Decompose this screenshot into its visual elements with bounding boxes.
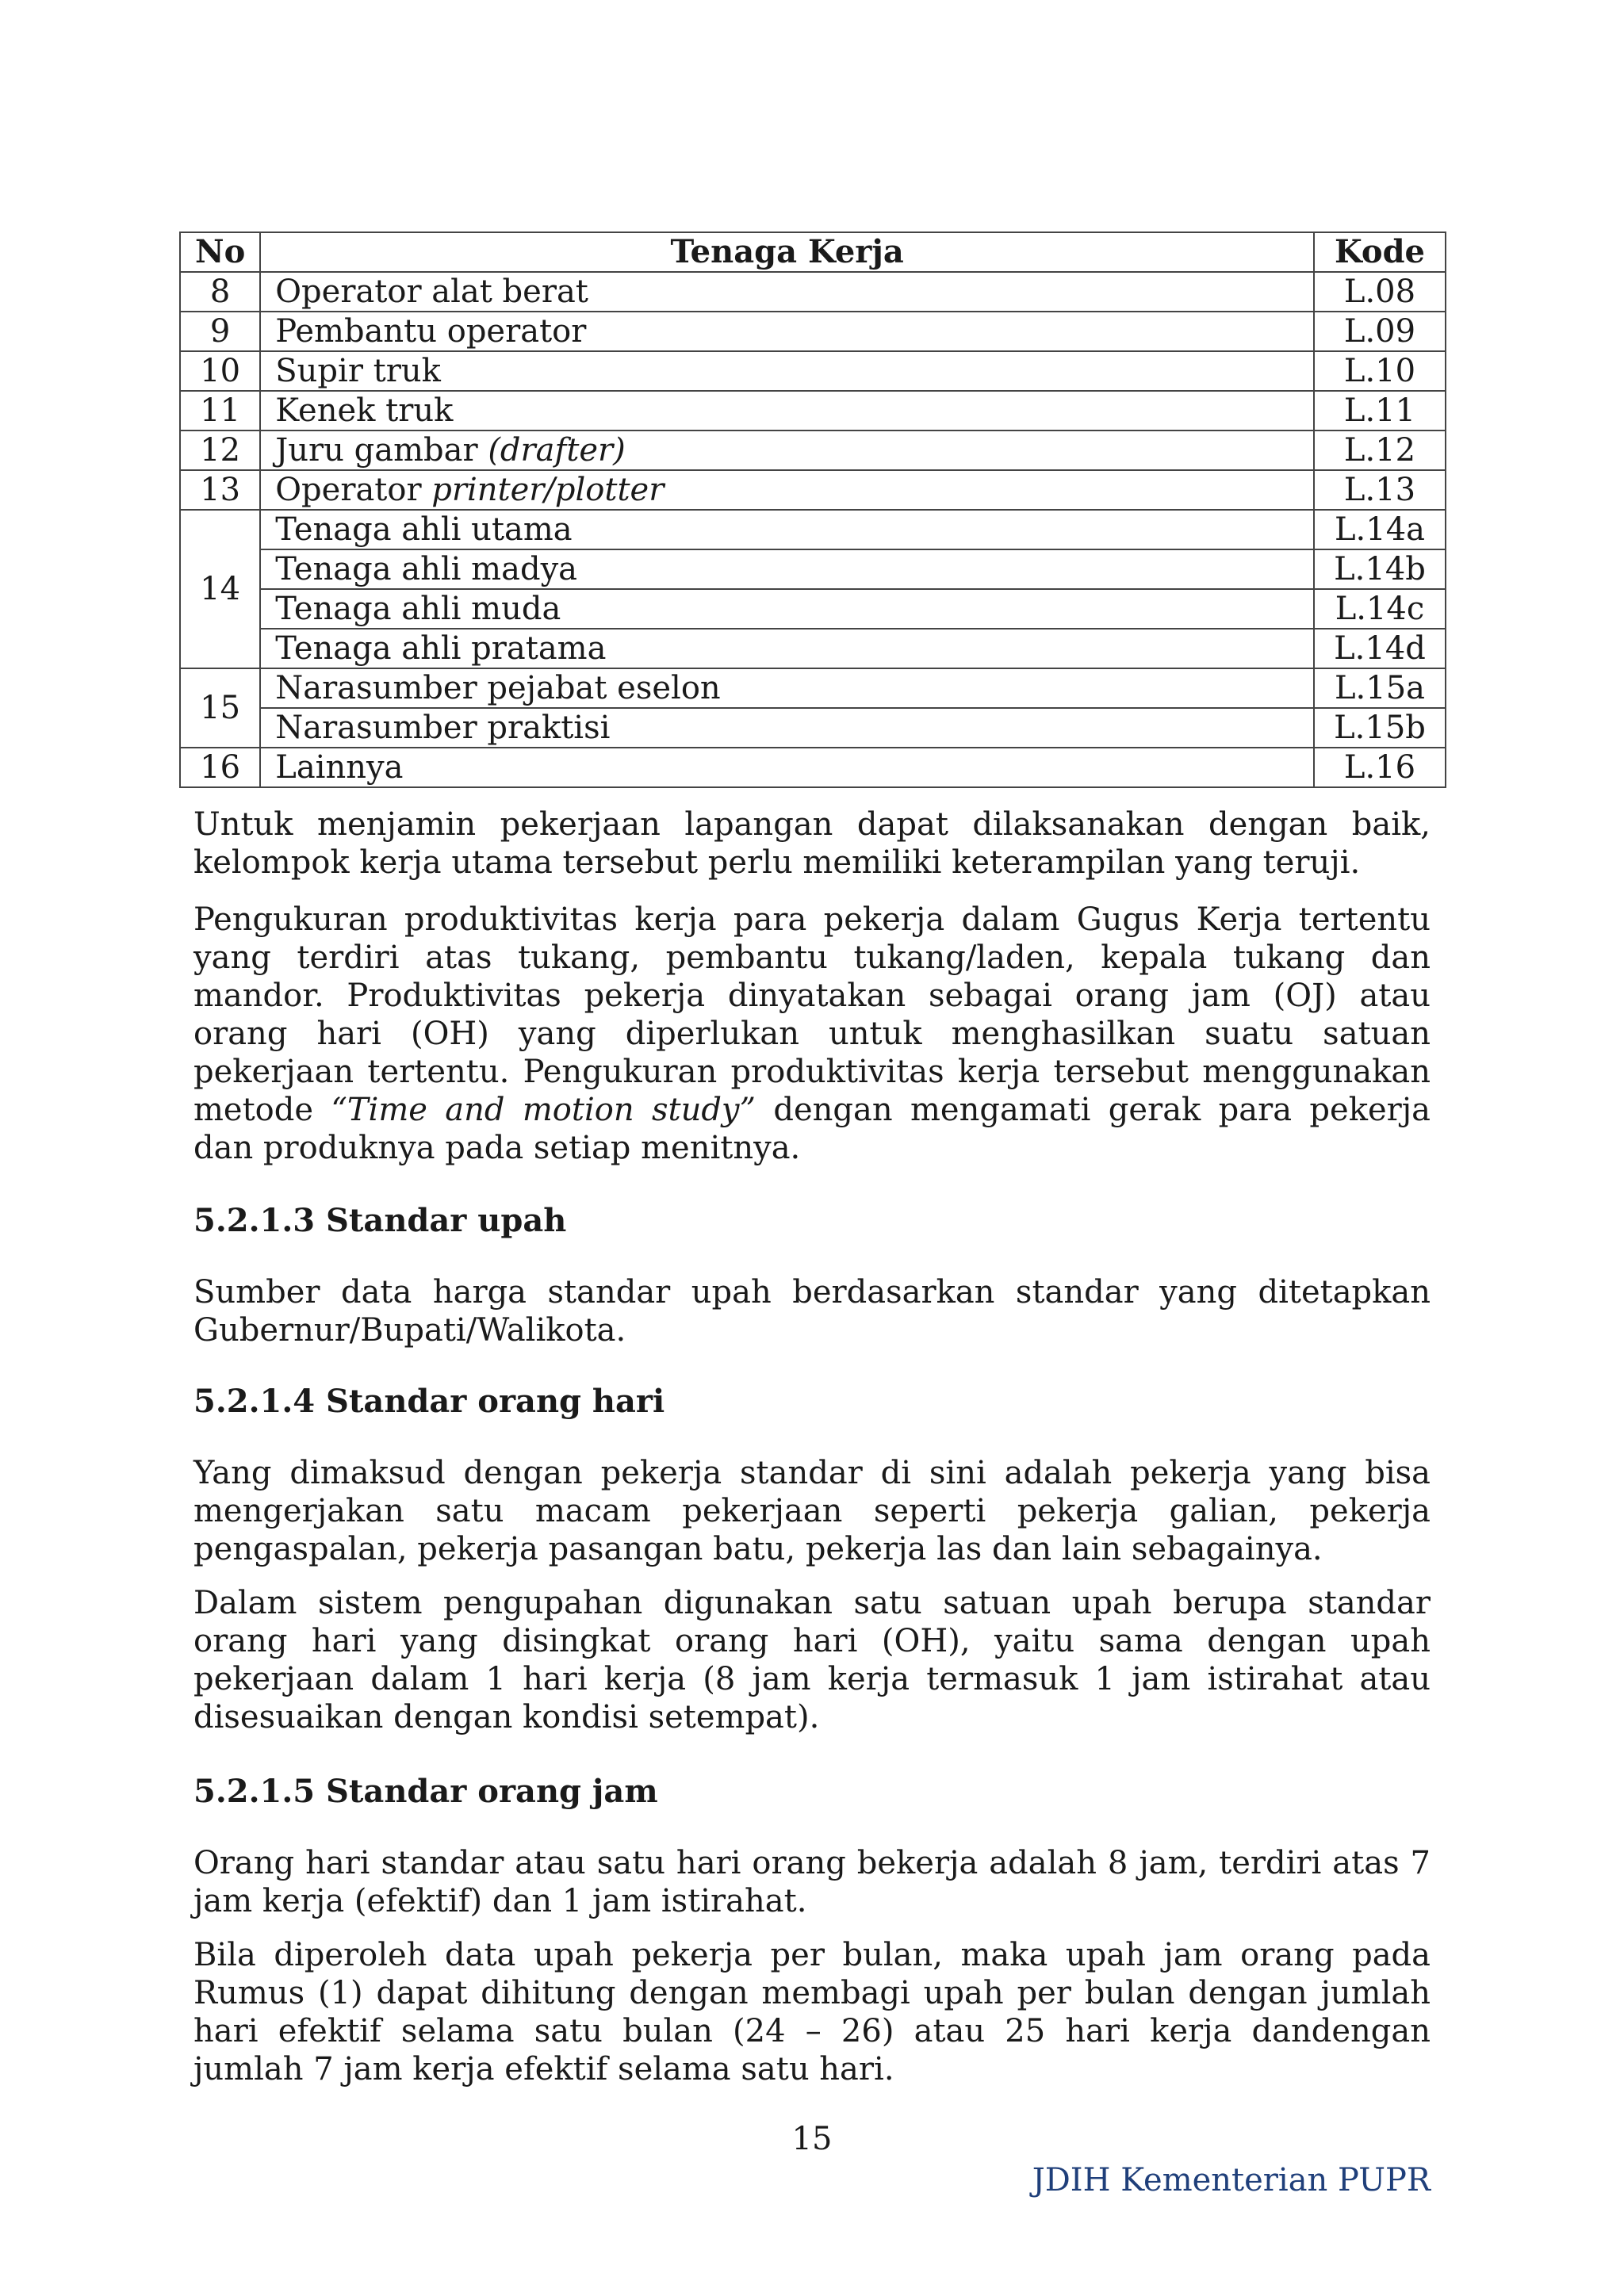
row-kode: L.09 — [1314, 312, 1446, 351]
row-name: Tenaga ahli pratama — [260, 629, 1314, 668]
row-name: Pembantu operator — [260, 312, 1314, 351]
row-name — [260, 430, 1314, 470]
paragraph-text: dengan mengamati gerak para pekerja dan produknya pada setiap menitnya. — [193, 1092, 1431, 1166]
row-no: 10 — [180, 351, 260, 391]
footer-brand: JDIH Kementerian PUPR — [1032, 2162, 1431, 2198]
paragraph-orang-hari-standar: Orang hari standar atau satu hari orang bekerja adalah 8 jam, terdiri atas 7 jam kerja (efektif) dan 1 jam istirahat. — [193, 1845, 1431, 1919]
paragraph-pekerja-standar: Yang dimaksud dengan pekerja standar di sini adalah pekerja yang bisa mengerjakan satu macam pekerjaan seperti pekerja galian, pekerja pengaspalan, pekerja pasangan batu, pekerja las dan lain sebagainya. — [193, 1455, 1431, 1567]
header-kode: Kode — [1314, 232, 1446, 272]
section-heading-standar-orang-jam: 5.2.1.5 Standar orang jam — [193, 1773, 658, 1810]
row-name: Lainnya — [260, 748, 1314, 787]
paragraph-italic: “Time and motion study” — [331, 1092, 756, 1128]
paragraph-upah-per-bulan: Bila diperoleh data upah pekerja per bulan, maka upah jam orang pada Rumus (1) dapat dihitung dengan membagi upah per bulan dengan jumlah hari efektif selama satu bulan (24 – 26) atau 25 hari kerja dandengan jumlah 7 jam kerja efektif selama satu hari. — [193, 1937, 1431, 2087]
paragraph-keterampilan: Untuk menjamin pekerjaan lapangan dapat dilaksanakan dengan baik, kelompok kerja utama tersebut perlu memiliki keterampilan yang teruji. — [193, 806, 1431, 881]
paragraph-produktivitas — [193, 901, 1431, 1167]
row-kode: L.08 — [1314, 272, 1446, 312]
paragraph-text: Pengukuran produktivitas kerja para pekerja dalam Gugus Kerja tertentu yang terdiri atas tukang, pembantu tukang/laden, kepala tukang dan mandor. Produktivitas pekerja dinyatakan sebagai orang jam (OJ) atau orang hari (OH) yang diperlukan untuk menghasilkan suatu satuan pekerjaan tertentu. Pengukuran produktivitas kerja tersebut menggunakan metode — [193, 901, 1431, 1128]
row-name: Tenaga ahli muda — [260, 589, 1314, 629]
table-row — [180, 272, 1446, 312]
row-kode: L.15b — [1314, 708, 1446, 748]
row-no: 11 — [180, 391, 260, 430]
row-kode: L.12 — [1314, 430, 1446, 470]
table-row — [180, 629, 1446, 668]
table-row — [180, 748, 1446, 787]
table-header-row — [180, 232, 1446, 272]
row-kode: L.10 — [1314, 351, 1446, 391]
row-name — [260, 470, 1314, 510]
table-row — [180, 351, 1446, 391]
row-name-text: Juru gambar — [275, 432, 488, 469]
row-name: Narasumber praktisi — [260, 708, 1314, 748]
row-name: Tenaga ahli utama — [260, 510, 1314, 549]
labor-code-table — [179, 232, 1446, 788]
row-no-merged: 15 — [180, 668, 260, 748]
row-no: 13 — [180, 470, 260, 510]
section-heading-standar-orang-hari: 5.2.1.4 Standar orang hari — [193, 1383, 665, 1420]
table-row — [180, 312, 1446, 351]
row-name: Tenaga ahli madya — [260, 549, 1314, 589]
row-kode: L.16 — [1314, 748, 1446, 787]
row-name: Kenek truk — [260, 391, 1314, 430]
paragraph-standar-upah: Sumber data harga standar upah berdasarkan standar yang ditetapkan Gubernur/Bupati/Walikota. — [193, 1274, 1431, 1349]
header-no: No — [180, 232, 260, 272]
row-no: 12 — [180, 430, 260, 470]
row-kode: L.14a — [1314, 510, 1446, 549]
table-row — [180, 510, 1446, 549]
table-row — [180, 589, 1446, 629]
row-no: 9 — [180, 312, 260, 351]
row-name-italic: printer/plotter — [431, 472, 665, 508]
row-kode: L.11 — [1314, 391, 1446, 430]
table-row — [180, 391, 1446, 430]
row-kode: L.14c — [1314, 589, 1446, 629]
row-name: Supir truk — [260, 351, 1314, 391]
page-number: 15 — [791, 2121, 833, 2157]
row-kode: L.14b — [1314, 549, 1446, 589]
row-kode: L.13 — [1314, 470, 1446, 510]
row-no: 16 — [180, 748, 260, 787]
row-no: 8 — [180, 272, 260, 312]
row-name: Narasumber pejabat eselon — [260, 668, 1314, 708]
row-kode: L.14d — [1314, 629, 1446, 668]
section-heading-standar-upah: 5.2.1.3 Standar upah — [193, 1202, 567, 1239]
row-no-merged: 14 — [180, 510, 260, 668]
table-row — [180, 668, 1446, 708]
table-row — [180, 430, 1446, 470]
row-name: Operator alat berat — [260, 272, 1314, 312]
header-tenaga-kerja: Tenaga Kerja — [260, 232, 1314, 272]
table-row — [180, 708, 1446, 748]
row-name-text: Operator — [275, 472, 432, 508]
row-kode: L.15a — [1314, 668, 1446, 708]
row-name-italic: (drafter) — [488, 432, 626, 469]
table-row — [180, 470, 1446, 510]
table-row — [180, 549, 1446, 589]
paragraph-sistem-pengupahan: Dalam sistem pengupahan digunakan satu satuan upah berupa standar orang hari yang disingkat orang hari (OH), yaitu sama dengan upah pekerjaan dalam 1 hari kerja (8 jam kerja termasuk 1 jam istirahat atau disesuaikan dengan kondisi setempat). — [193, 1585, 1431, 1735]
